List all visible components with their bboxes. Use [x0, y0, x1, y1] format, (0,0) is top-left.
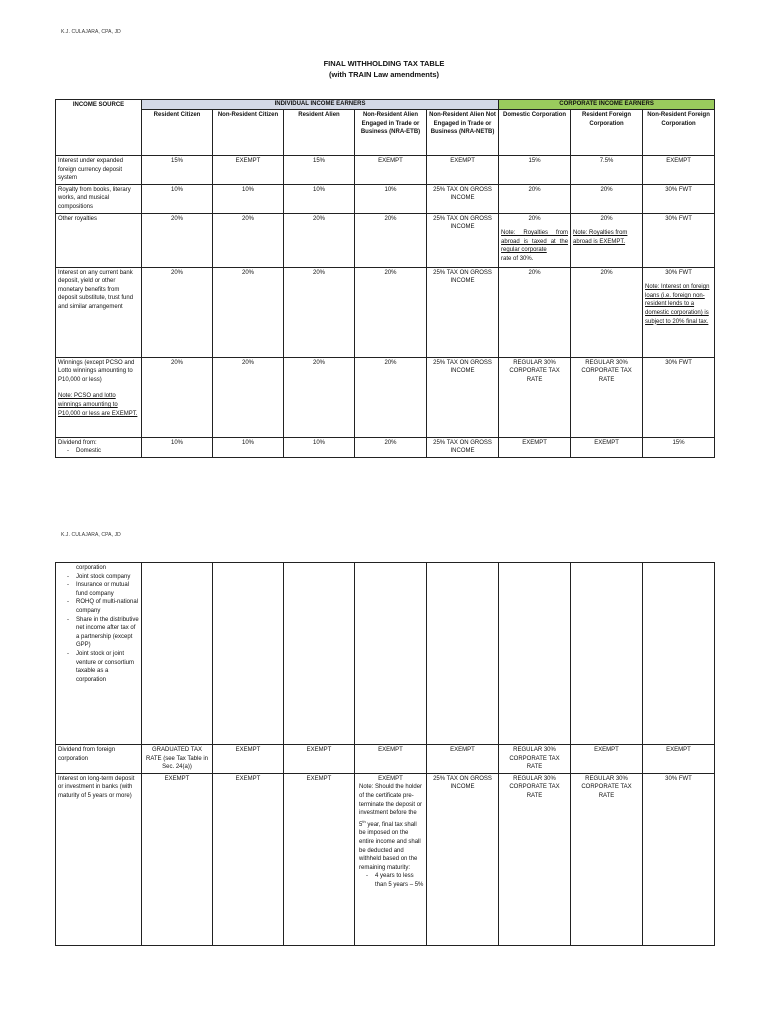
cell-value: 10% — [284, 184, 355, 213]
row-source: Royalty from books, literary works, and musical compositions — [56, 184, 142, 213]
cell-value: GRADUATED TAX RATE (see Tax Table in Sec. 24(a)) — [142, 745, 213, 774]
pcso-note: Note: PCSO and lotto winnings amounting to P10,000 or less are EXEMPT. — [58, 393, 138, 417]
row-source: Other royalties — [56, 213, 142, 267]
row-source: Dividend from: — [58, 439, 97, 446]
cell-value: 20% — [142, 213, 213, 267]
header-nra-netb: Non-Resident Alien Not Engaged in Trade or Business (NRA-NETB) — [427, 110, 499, 156]
empty-cell — [284, 563, 355, 745]
cell-value: 30% FWT — [643, 357, 715, 437]
cell-value: 10% — [355, 184, 427, 213]
list-item: - Domestic — [76, 447, 139, 456]
cell-value: EXEMPT — [643, 745, 715, 774]
cell-value: EXEMPT — [427, 745, 499, 774]
cell-value: 20% — [142, 267, 213, 357]
author-header: K.J. CULAJARA, CPA, JD — [61, 29, 121, 35]
row-source-dividend — [56, 437, 142, 457]
document-title — [0, 58, 768, 80]
header-resident-citizen: Resident Citizen — [142, 110, 213, 156]
cell-value: 20% — [571, 267, 643, 357]
empty-cell — [355, 563, 427, 745]
cell-value: 30% FWT — [643, 213, 715, 267]
interest-note-nrfc: Note: Interest on foreign loans (i.e. foreign non-resident lends to a domestic corporation) is subject to 20% final tax. — [645, 284, 710, 325]
table-row — [56, 563, 715, 745]
cell-domestic-with-note — [499, 213, 571, 267]
header-non-resident-foreign-corporation: Non-Resident Foreign Corporation — [643, 110, 715, 156]
cell-value: 20% — [284, 357, 355, 437]
row-source-continued — [56, 563, 142, 745]
list-item: - 4 years to less than 5 years – 5% — [375, 872, 424, 889]
row-source: Winnings (except PCSO and Lotto winnings amounting to P10,000 or less) — [58, 359, 135, 383]
withholding-tax-table — [55, 99, 715, 458]
list-item: - Joint stock or joint venture or consortium taxable as a corporation — [76, 650, 139, 684]
table-row — [56, 437, 715, 457]
cell-value: 15% — [499, 156, 571, 185]
cell-value: EXEMPT — [571, 437, 643, 457]
cell-value: EXEMPT — [213, 773, 284, 945]
cell-value: 25% TAX ON GROSS INCOME — [427, 357, 499, 437]
cell-value: 20% — [571, 184, 643, 213]
header-income-source: INCOME SOURCE — [56, 100, 142, 156]
cell-nra-etb-with-note — [355, 773, 427, 945]
cell-value: 7.5% — [571, 156, 643, 185]
table-row — [56, 773, 715, 945]
cell-value: 20% — [142, 357, 213, 437]
cell-value: 20% — [499, 267, 571, 357]
header-individual-group: INDIVIDUAL INCOME EARNERS — [142, 100, 499, 110]
cell-value: 20% — [213, 357, 284, 437]
empty-cell — [427, 563, 499, 745]
cell-value: 20% — [600, 215, 613, 222]
cell-value: EXEMPT — [571, 745, 643, 774]
empty-cell — [142, 563, 213, 745]
cell-value: 30% FWT — [643, 773, 715, 945]
cell-value: 20% — [355, 357, 427, 437]
empty-cell — [643, 563, 715, 745]
cell-value: EXEMPT — [213, 745, 284, 774]
cell-value: EXEMPT — [378, 775, 403, 782]
cell-value: 10% — [213, 184, 284, 213]
cell-value: REGULAR 30% CORPORATE TAX RATE — [571, 357, 643, 437]
cell-nrfc-with-note — [643, 267, 715, 357]
note-text: year, final tax shall be imposed on the entire income and shall be deducted and withheld based on the remaining maturity: — [359, 821, 421, 871]
row-source-with-note — [56, 357, 142, 437]
cell-value: 15% — [284, 156, 355, 185]
row-source: Interest on long-term deposit or investment in banks (with maturity of 5 years or more) — [56, 773, 142, 945]
royalty-note-domestic-rate: rate of 30%. — [501, 255, 534, 262]
cell-value: 30% FWT — [665, 269, 692, 276]
cell-value: 25% TAX ON GROSS INCOME — [427, 773, 499, 945]
row-source: Interest under expanded foreign currency deposit system — [56, 156, 142, 185]
cell-value: 10% — [213, 437, 284, 457]
cell-value: 15% — [643, 437, 715, 457]
empty-cell — [499, 563, 571, 745]
cell-value: 20% — [355, 213, 427, 267]
table-row — [56, 213, 715, 267]
royalty-note-rfc: Note: Royalties from abroad is EXEMPT. — [573, 230, 628, 245]
cell-value: 10% — [142, 184, 213, 213]
cell-value: 20% — [528, 215, 541, 222]
cell-value: 20% — [355, 437, 427, 457]
table-row — [56, 357, 715, 437]
header-non-resident-citizen: Non-Resident Citizen — [213, 110, 284, 156]
cell-value: EXEMPT — [499, 437, 571, 457]
cell-value: REGULAR 30% CORPORATE TAX RATE — [499, 773, 571, 945]
cell-value: EXEMPT — [284, 745, 355, 774]
cell-value: 20% — [213, 213, 284, 267]
cell-value: REGULAR 30% CORPORATE TAX RATE — [499, 357, 571, 437]
table-row — [56, 267, 715, 357]
list-item: - Insurance or mutual fund company — [76, 581, 139, 598]
cell-value: EXEMPT — [213, 156, 284, 185]
author-header-page-2: K.J. CULAJARA, CPA, JD — [61, 532, 121, 538]
cell-value: 20% — [213, 267, 284, 357]
cell-value: 30% FWT — [643, 184, 715, 213]
cell-rfc-with-note — [571, 213, 643, 267]
cell-value: 25% TAX ON GROSS INCOME — [427, 267, 499, 357]
cell-value: 20% — [284, 213, 355, 267]
row-source: Interest on any current bank deposit, yield or other monetary benefits from deposit substitute, trust fund and similar arrangement — [56, 267, 142, 357]
cell-value: 25% TAX ON GROSS INCOME — [427, 213, 499, 267]
table-row — [56, 184, 715, 213]
cell-value: 20% — [355, 267, 427, 357]
pre-termination-note — [357, 783, 424, 872]
cell-value: 20% — [499, 184, 571, 213]
cell-value: EXEMPT — [355, 156, 427, 185]
table-row — [56, 745, 715, 774]
cell-value: 15% — [142, 156, 213, 185]
cell-value: 25% TAX ON GROSS INCOME — [427, 184, 499, 213]
cell-value: REGULAR 30% CORPORATE TAX RATE — [499, 745, 571, 774]
header-resident-alien: Resident Alien — [284, 110, 355, 156]
cell-value: 10% — [142, 437, 213, 457]
list-item: - Joint stock company — [76, 573, 139, 582]
header-nra-etb: Non-Resident Alien Engaged in Trade or Business (NRA-ETB) — [355, 110, 427, 156]
row-source: Dividend from foreign corporation — [56, 745, 142, 774]
empty-cell — [213, 563, 284, 745]
header-domestic-corporation: Domestic Corporation — [499, 110, 571, 156]
cell-value: EXEMPT — [284, 773, 355, 945]
list-item: - Share in the distributive net income after tax of a partnership (except GPP) — [76, 616, 139, 650]
header-resident-foreign-corporation: Resident Foreign Corporation — [571, 110, 643, 156]
cell-value: EXEMPT — [355, 745, 427, 774]
cell-value: EXEMPT — [142, 773, 213, 945]
withholding-tax-table-continued — [55, 562, 715, 946]
cell-value: EXEMPT — [643, 156, 715, 185]
cell-value: REGULAR 30% CORPORATE TAX RATE — [571, 773, 643, 945]
cell-value: 10% — [284, 437, 355, 457]
title-line-1: FINAL WITHHOLDING TAX TABLE — [323, 59, 445, 68]
list-item: - ROHQ of multi-national company — [76, 598, 139, 615]
cell-value: 25% TAX ON GROSS INCOME — [427, 437, 499, 457]
royalty-note-domestic: Note: Royalties from abroad is taxed at the regular corporate — [501, 230, 569, 254]
continued-lead: corporation — [76, 565, 107, 571]
note-superscript: th — [362, 818, 366, 824]
note-text: Note: Should the holder of the certificate pre-terminate the deposit or investment before the 5 — [359, 784, 423, 828]
header-corporate-group: CORPORATE INCOME EARNERS — [499, 100, 715, 110]
table-row — [56, 156, 715, 185]
cell-value: EXEMPT — [427, 156, 499, 185]
empty-cell — [571, 563, 643, 745]
title-line-2: (with TRAIN Law amendments) — [328, 70, 439, 79]
cell-value: 20% — [284, 267, 355, 357]
